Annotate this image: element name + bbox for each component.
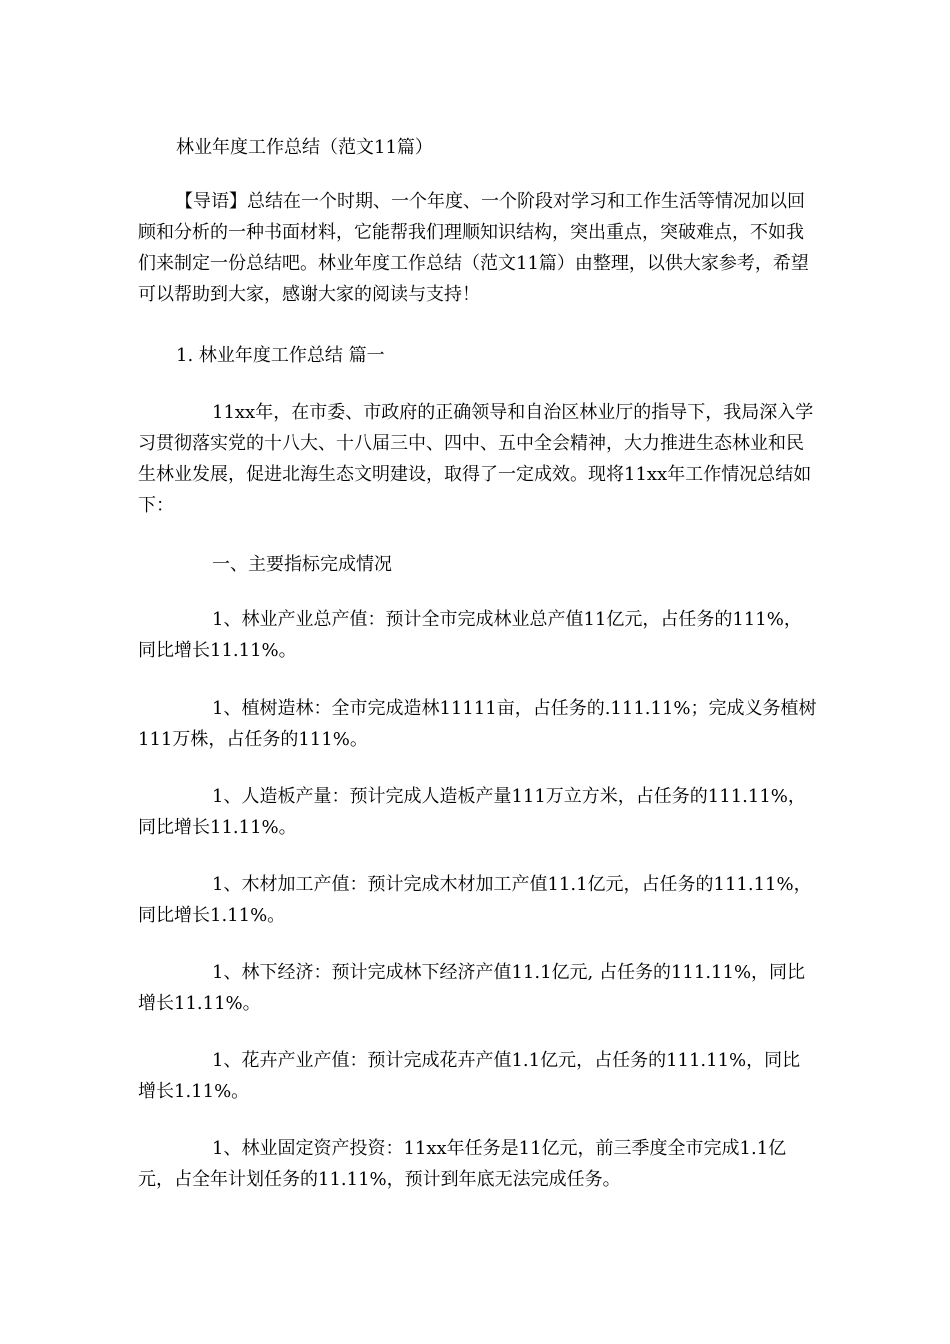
indicator-item-output: 1、林业产业总产值：预计全市完成林业总产值11亿元，占任务的111%，同比增长11.11%。 (138, 609, 802, 661)
document-title: 林业年度工作总结（范文11篇） (176, 137, 433, 158)
indicator-item-panel: 1、人造板产量：预计完成人造板产量111万立方米，占任务的111.11%，同比增长11.11%。 (138, 786, 806, 838)
intro-paragraph: 【导语】总结在一个时期、一个年度、一个阶段对学习和工作生活等情况加以回顾和分析的一种书面材料，它能帮我们理顺知识结构，突出重点，突破难点，不如我们来制定一份总结吧。林业年度工作总结（范文11篇）由整理，以供大家参考，希望可以帮助到大家，感谢大家的阅读与支持！ (138, 191, 809, 305)
indicator-item-understory: 1、林下经济：预计完成林下经济产值11.1亿元, 占任务的111.11%，同比增长11.11%。 (138, 962, 806, 1014)
indicator-item-investment: 1、林业固定资产投资：11xx年任务是11亿元，前三季度全市完成1.1亿元，占全年计划任务的11.11%，预计到年底无法完成任务。 (138, 1138, 787, 1190)
indicator-item-flowers: 1、花卉产业产值：预计完成花卉产值1.1亿元，占任务的111.11%，同比增长1.11%。 (138, 1050, 801, 1102)
body-paragraph: 11xx年，在市委、市政府的正确领导和自治区林业厅的指导下，我局深入学习贯彻落实党的十八大、十八届三中、四中、五中全会精神，大力推进生态林业和民生林业发展，促进北海生态文明建设，取得了一定成效。现将11xx年工作情况总结如下： (138, 402, 814, 516)
indicator-item-afforestation: 1、植树造林：全市完成造林11111亩，占任务的.111.11%；完成义务植树111万株，占任务的111%。 (138, 698, 817, 750)
section-heading: 1. 林业年度工作总结 篇一 (176, 345, 385, 366)
subheading: 一、主要指标完成情况 (212, 554, 392, 575)
indicator-item-timber: 1、木材加工产值：预计完成木材加工产值11.1亿元，占任务的111.11%，同比增长1.11%。 (138, 874, 812, 926)
